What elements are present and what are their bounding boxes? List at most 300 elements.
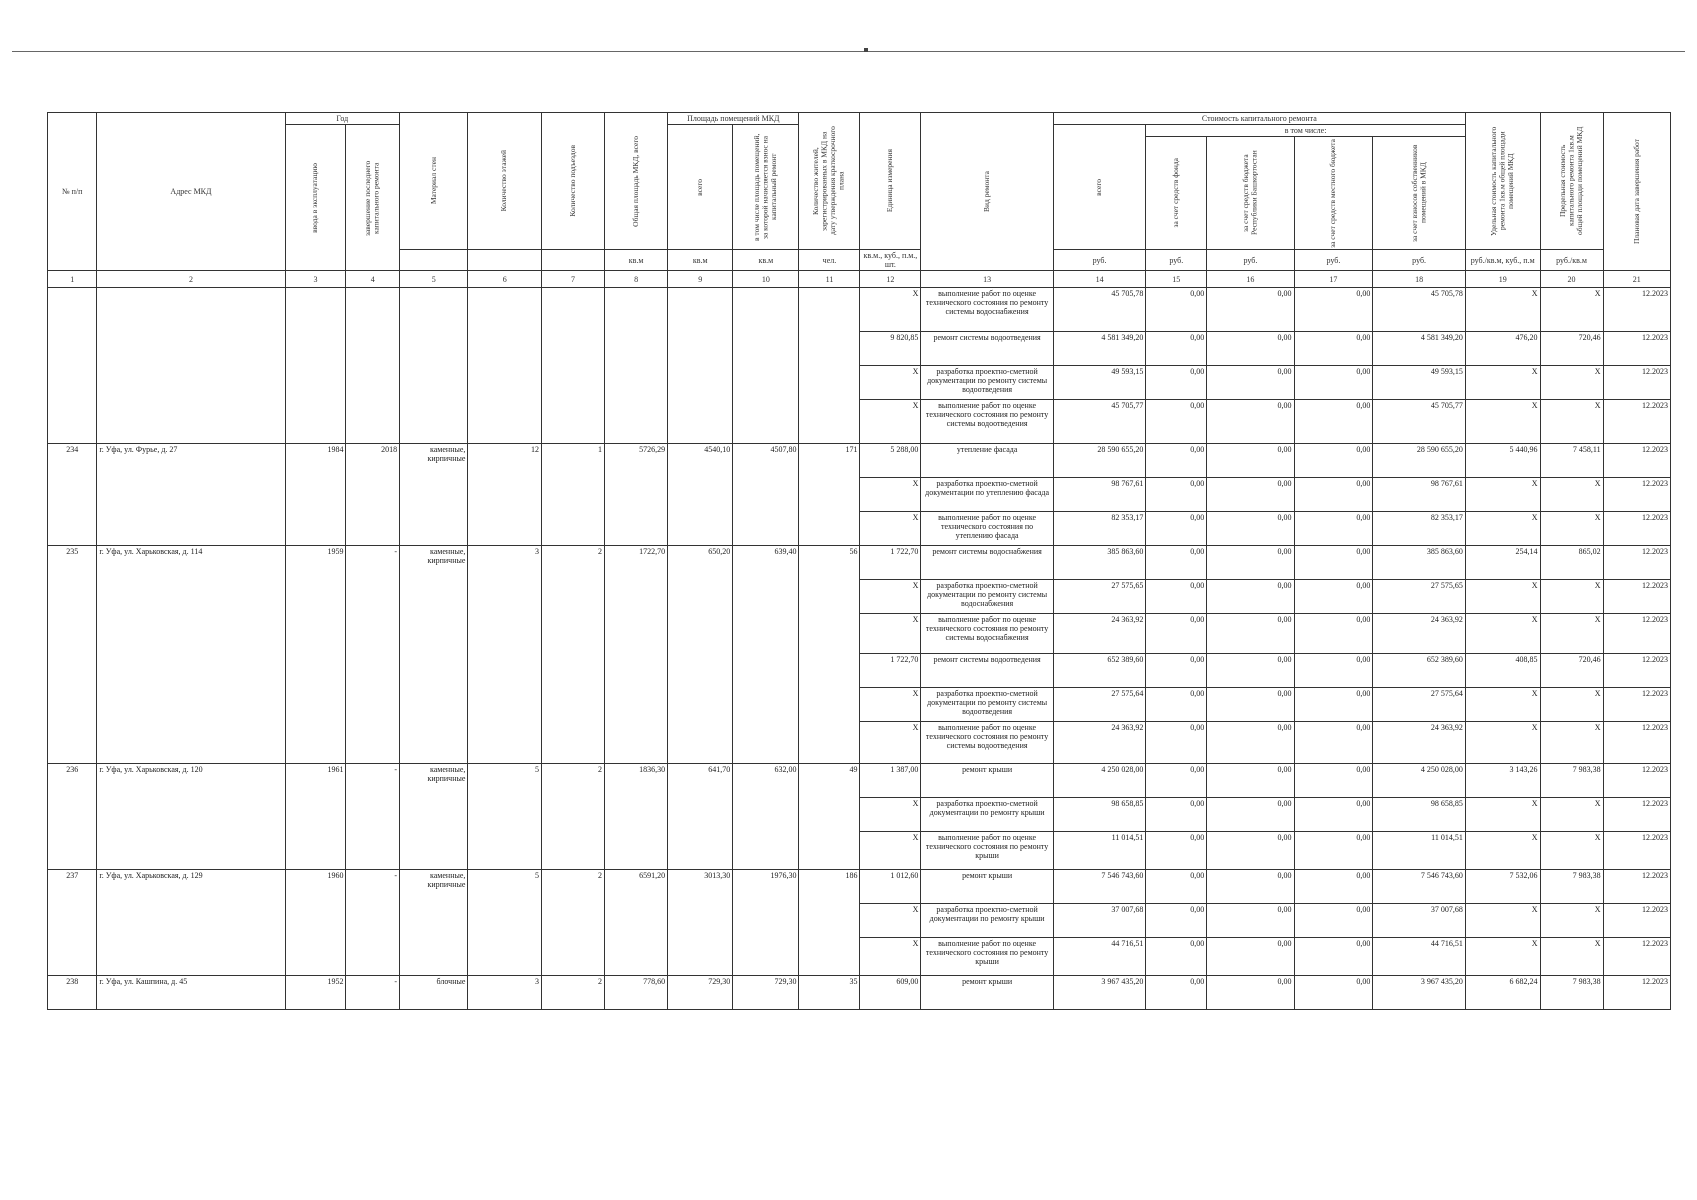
cell-uc: X [1465, 288, 1540, 332]
cell-work: выполнение работ по оценке технического состояния по ремонту системы водоснабжения [921, 288, 1053, 332]
cell-rb: 0,00 [1207, 870, 1294, 904]
cell-ow: 4 581 349,20 [1373, 332, 1466, 366]
hdr-floors [468, 113, 542, 250]
cell-pt [668, 654, 733, 688]
cell-lb: 0,00 [1294, 654, 1373, 688]
cell-f: 0,00 [1146, 870, 1207, 904]
cell-ow: 28 590 655,20 [1373, 444, 1466, 478]
cell-y1 [285, 904, 346, 938]
cell-y2: 2018 [346, 444, 400, 478]
cell-po [733, 580, 799, 614]
column-number: 5 [400, 271, 468, 288]
cell-y1 [285, 798, 346, 832]
cell-wall [400, 722, 468, 764]
cell-lb: 0,00 [1294, 764, 1373, 798]
cell-po [733, 332, 799, 366]
cell-ta [605, 400, 668, 444]
hdr-planned-date-text: Плановая дата завершения работ [1631, 138, 1641, 245]
cell-ta: 1836,30 [605, 764, 668, 798]
cell-y2 [346, 512, 400, 546]
cell-pt [668, 688, 733, 722]
cell-n [48, 722, 97, 764]
cell-res [799, 288, 860, 332]
cell-res [799, 400, 860, 444]
cell-lb: 0,00 [1294, 938, 1373, 976]
cell-ow: 7 546 743,60 [1373, 870, 1466, 904]
table-row [48, 976, 1671, 1010]
cell-wall: каменные, кирпичные [400, 444, 468, 478]
column-number: 7 [541, 271, 604, 288]
cell-en: 2 [541, 870, 604, 904]
cell-y2 [346, 904, 400, 938]
cell-po [733, 654, 799, 688]
cell-n [48, 580, 97, 614]
cell-en: 2 [541, 546, 604, 580]
cell-f: 0,00 [1146, 288, 1207, 332]
cell-en [541, 722, 604, 764]
cell-d: 12.2023 [1603, 654, 1670, 688]
table-row [48, 444, 1671, 478]
cell-uc: X [1465, 904, 1540, 938]
unit-wall [400, 250, 468, 271]
cell-ow: 44 716,51 [1373, 938, 1466, 976]
hdr-total-area-text: Общая площадь МКД, всего [630, 135, 640, 227]
cell-ow: 11 014,51 [1373, 832, 1466, 870]
cell-ta: 1722,70 [605, 546, 668, 580]
cell-y2 [346, 938, 400, 976]
cell-tot: 45 705,77 [1053, 400, 1145, 444]
cell-tot: 3 967 435,20 [1053, 976, 1145, 1010]
cell-n [48, 366, 97, 400]
cell-rb: 0,00 [1207, 904, 1294, 938]
table-row [48, 938, 1671, 976]
hdr-address: Адрес МКД [97, 113, 285, 271]
cell-f: 0,00 [1146, 546, 1207, 580]
cell-res [799, 332, 860, 366]
cell-po: 4507,80 [733, 444, 799, 478]
cell-f: 0,00 [1146, 654, 1207, 688]
table-row [48, 366, 1671, 400]
cell-ow: 37 007,68 [1373, 904, 1466, 938]
cell-wall [400, 654, 468, 688]
cell-y1 [285, 832, 346, 870]
cell-d: 12.2023 [1603, 798, 1670, 832]
hdr-prem-owned-text: в том числе площадь помещений, за которой начисляется взнос на капитальный ремонт [752, 133, 779, 241]
cell-addr: г. Уфа, ул. Харьковская, д. 129 [97, 870, 285, 904]
cell-addr [97, 478, 285, 512]
hdr-total-area [605, 113, 668, 250]
cell-mu: X [860, 904, 921, 938]
unit-residents: чел. [799, 250, 860, 271]
column-number: 4 [346, 271, 400, 288]
cell-ta: 778,60 [605, 976, 668, 1010]
cell-y1 [285, 512, 346, 546]
cell-po [733, 478, 799, 512]
cell-addr [97, 332, 285, 366]
cell-en [541, 400, 604, 444]
cell-rb: 0,00 [1207, 400, 1294, 444]
cell-work: утепление фасада [921, 444, 1053, 478]
cell-pt [668, 614, 733, 654]
cell-fl [468, 478, 542, 512]
hdr-planned-date [1603, 113, 1670, 271]
cell-d: 12.2023 [1603, 614, 1670, 654]
cell-en: 1 [541, 444, 604, 478]
cell-uc: X [1465, 798, 1540, 832]
cell-y2 [346, 400, 400, 444]
hdr-residents [799, 113, 860, 250]
cell-n [48, 654, 97, 688]
cell-mu: X [860, 832, 921, 870]
cell-mu: X [860, 688, 921, 722]
cell-uc: X [1465, 366, 1540, 400]
cell-n: 237 [48, 870, 97, 904]
cell-uc: 408,85 [1465, 654, 1540, 688]
cell-d: 12.2023 [1603, 832, 1670, 870]
table-body [48, 288, 1671, 1010]
cell-rb: 0,00 [1207, 288, 1294, 332]
cell-y1 [285, 688, 346, 722]
cell-work: выполнение работ по оценке технического состояния по ремонту крыши [921, 938, 1053, 976]
cell-y2 [346, 366, 400, 400]
column-number: 8 [605, 271, 668, 288]
cell-work: разработка проектно-сметной документации по ремонту системы водоотведения [921, 688, 1053, 722]
cell-wall [400, 288, 468, 332]
cell-f: 0,00 [1146, 444, 1207, 478]
unit-total-area: кв.м [605, 250, 668, 271]
cell-mc: X [1540, 512, 1603, 546]
cell-mc: 7 983,38 [1540, 976, 1603, 1010]
hdr-repair-type [921, 113, 1053, 271]
unit-cost-total: руб. [1053, 250, 1145, 271]
hdr-fund-text: за счет средств фонда [1171, 158, 1181, 228]
cell-y2 [346, 580, 400, 614]
cell-lb: 0,00 [1294, 614, 1373, 654]
hdr-prem-total [668, 125, 733, 250]
cell-tot: 98 658,85 [1053, 798, 1145, 832]
cell-lb: 0,00 [1294, 478, 1373, 512]
cell-res: 35 [799, 976, 860, 1010]
cell-po [733, 798, 799, 832]
cell-po [733, 938, 799, 976]
cell-tot: 98 767,61 [1053, 478, 1145, 512]
cell-lb: 0,00 [1294, 798, 1373, 832]
cell-lb: 0,00 [1294, 332, 1373, 366]
cell-addr [97, 798, 285, 832]
cell-mu: 609,00 [860, 976, 921, 1010]
hdr-year-repair [346, 125, 400, 271]
cell-ta [605, 288, 668, 332]
cell-y2 [346, 654, 400, 688]
cell-po [733, 400, 799, 444]
cell-y1 [285, 366, 346, 400]
cell-mu: X [860, 722, 921, 764]
cell-y2 [346, 688, 400, 722]
cell-wall [400, 580, 468, 614]
cell-en [541, 614, 604, 654]
cell-d: 12.2023 [1603, 938, 1670, 976]
unit-owners: руб. [1373, 250, 1466, 271]
cell-ta [605, 478, 668, 512]
table-row [48, 512, 1671, 546]
cell-y2: - [346, 870, 400, 904]
cell-po [733, 832, 799, 870]
cell-y1 [285, 654, 346, 688]
cell-lb: 0,00 [1294, 870, 1373, 904]
cell-mc: 720,46 [1540, 654, 1603, 688]
cell-d: 12.2023 [1603, 976, 1670, 1010]
cell-d: 12.2023 [1603, 444, 1670, 478]
table-row [48, 688, 1671, 722]
cell-res [799, 798, 860, 832]
cell-y1: 1961 [285, 764, 346, 798]
cell-res [799, 512, 860, 546]
cell-fl [468, 366, 542, 400]
cell-res: 171 [799, 444, 860, 478]
cell-rb: 0,00 [1207, 654, 1294, 688]
table-row [48, 580, 1671, 614]
cell-en [541, 580, 604, 614]
cell-ow: 24 363,92 [1373, 614, 1466, 654]
cell-mc: X [1540, 400, 1603, 444]
cell-pt: 3013,30 [668, 870, 733, 904]
cell-en [541, 332, 604, 366]
column-number: 1 [48, 271, 97, 288]
cell-po: 729,30 [733, 976, 799, 1010]
cell-uc: X [1465, 478, 1540, 512]
cell-lb: 0,00 [1294, 444, 1373, 478]
cell-uc: 476,20 [1465, 332, 1540, 366]
cell-n [48, 904, 97, 938]
cell-mc: X [1540, 478, 1603, 512]
cell-mu: X [860, 512, 921, 546]
cell-y1 [285, 938, 346, 976]
cell-mu: X [860, 798, 921, 832]
unit-local: руб. [1294, 250, 1373, 271]
cell-ta [605, 832, 668, 870]
cell-mu: X [860, 366, 921, 400]
cell-mu: X [860, 580, 921, 614]
cell-res: 186 [799, 870, 860, 904]
column-number: 2 [97, 271, 285, 288]
cell-uc: X [1465, 832, 1540, 870]
cell-ta [605, 904, 668, 938]
cell-y2 [346, 288, 400, 332]
column-number: 19 [1465, 271, 1540, 288]
cell-uc: 7 532,06 [1465, 870, 1540, 904]
cell-y1 [285, 288, 346, 332]
cell-mc: 7 983,38 [1540, 870, 1603, 904]
hdr-prem-owned [733, 125, 799, 250]
cell-wall [400, 688, 468, 722]
column-number-row [48, 271, 1671, 288]
unit-fund: руб. [1146, 250, 1207, 271]
column-number: 6 [468, 271, 542, 288]
cell-work: разработка проектно-сметной документации по ремонту системы водоснабжения [921, 580, 1053, 614]
unit-prem-total: кв.м [668, 250, 733, 271]
cell-ta: 5726,29 [605, 444, 668, 478]
cell-mu: 1 722,70 [860, 546, 921, 580]
cell-en [541, 832, 604, 870]
cell-po [733, 688, 799, 722]
cell-en [541, 478, 604, 512]
cell-addr [97, 688, 285, 722]
cell-po: 632,00 [733, 764, 799, 798]
hdr-republic [1207, 137, 1294, 250]
cell-n: 235 [48, 546, 97, 580]
cell-mc: 865,02 [1540, 546, 1603, 580]
hdr-cost-total-text: всего [1094, 178, 1104, 196]
cell-uc: X [1465, 688, 1540, 722]
cell-y1 [285, 478, 346, 512]
cell-work: ремонт крыши [921, 870, 1053, 904]
hdr-owners-text: за счет взносов собственников помещений в МКД [1409, 144, 1428, 242]
cell-y1 [285, 332, 346, 366]
page-top-rule [12, 51, 1685, 52]
cell-y2 [346, 832, 400, 870]
table-row [48, 870, 1671, 904]
cell-fl: 5 [468, 764, 542, 798]
hdr-max-cost [1540, 113, 1603, 250]
capital-repair-table [47, 112, 1671, 1010]
cell-po: 1976,30 [733, 870, 799, 904]
cell-en [541, 366, 604, 400]
cell-addr: г. Уфа, ул. Фурье, д. 27 [97, 444, 285, 478]
hdr-cost-total [1053, 125, 1145, 250]
cell-en [541, 654, 604, 688]
cell-ow: 4 250 028,00 [1373, 764, 1466, 798]
cell-en: 2 [541, 976, 604, 1010]
hdr-year-group: Год [285, 113, 400, 125]
cell-fl [468, 580, 542, 614]
cell-po [733, 288, 799, 332]
cell-tot: 45 705,78 [1053, 288, 1145, 332]
cell-res: 49 [799, 764, 860, 798]
cell-mc: 720,46 [1540, 332, 1603, 366]
cell-tot: 44 716,51 [1053, 938, 1145, 976]
cell-lb: 0,00 [1294, 904, 1373, 938]
cell-tot: 28 590 655,20 [1053, 444, 1145, 478]
cell-work: ремонт системы водоотведения [921, 332, 1053, 366]
cell-addr [97, 512, 285, 546]
hdr-cost-group: Стоимость капитального ремонта [1053, 113, 1465, 125]
cell-work: разработка проектно-сметной документации по ремонту крыши [921, 798, 1053, 832]
cell-pt [668, 722, 733, 764]
cell-fl [468, 332, 542, 366]
hdr-fund [1146, 137, 1207, 250]
cell-ow: 98 658,85 [1373, 798, 1466, 832]
cell-d: 12.2023 [1603, 870, 1670, 904]
cell-y2 [346, 722, 400, 764]
cell-wall: каменные, кирпичные [400, 546, 468, 580]
cell-y2 [346, 332, 400, 366]
cell-pt [668, 400, 733, 444]
cell-lb: 0,00 [1294, 288, 1373, 332]
cell-rb: 0,00 [1207, 366, 1294, 400]
unit-prem-owned: кв.м [733, 250, 799, 271]
cell-uc: 5 440,96 [1465, 444, 1540, 478]
cell-d: 12.2023 [1603, 400, 1670, 444]
cell-pt [668, 288, 733, 332]
cell-work: выполнение работ по оценке технического состояния по ремонту системы водоснабжения [921, 614, 1053, 654]
cell-res [799, 688, 860, 722]
cell-fl [468, 832, 542, 870]
hdr-incl: в том числе: [1146, 125, 1466, 137]
cell-y2 [346, 614, 400, 654]
cell-tot: 385 863,60 [1053, 546, 1145, 580]
cell-lb: 0,00 [1294, 546, 1373, 580]
cell-mc: X [1540, 366, 1603, 400]
cell-ow: 98 767,61 [1373, 478, 1466, 512]
cell-n [48, 832, 97, 870]
unit-republic: руб. [1207, 250, 1294, 271]
cell-pt [668, 798, 733, 832]
cell-addr [97, 580, 285, 614]
cell-d: 12.2023 [1603, 904, 1670, 938]
cell-pt: 641,70 [668, 764, 733, 798]
cell-fl: 3 [468, 546, 542, 580]
cell-work: ремонт крыши [921, 764, 1053, 798]
cell-work: разработка проектно-сметной документации по ремонту крыши [921, 904, 1053, 938]
cell-addr [97, 832, 285, 870]
cell-tot: 24 363,92 [1053, 614, 1145, 654]
cell-uc: X [1465, 614, 1540, 654]
cell-f: 0,00 [1146, 688, 1207, 722]
cell-wall [400, 332, 468, 366]
cell-mc: X [1540, 614, 1603, 654]
cell-y2: - [346, 764, 400, 798]
cell-mu: X [860, 400, 921, 444]
cell-lb: 0,00 [1294, 832, 1373, 870]
cell-work: разработка проектно-сметной документации по ремонту системы водоотведения [921, 366, 1053, 400]
column-number: 17 [1294, 271, 1373, 288]
cell-mu: 1 722,70 [860, 654, 921, 688]
cell-wall [400, 614, 468, 654]
cell-res [799, 580, 860, 614]
cell-mu: X [860, 938, 921, 976]
column-number: 11 [799, 271, 860, 288]
cell-mc: X [1540, 904, 1603, 938]
hdr-owners [1373, 137, 1466, 250]
cell-addr: г. Уфа, ул. Харьковская, д. 114 [97, 546, 285, 580]
cell-d: 12.2023 [1603, 512, 1670, 546]
cell-lb: 0,00 [1294, 512, 1373, 546]
cell-d: 12.2023 [1603, 688, 1670, 722]
hdr-wall [400, 113, 468, 250]
cell-ow: 27 575,64 [1373, 688, 1466, 722]
cell-d: 12.2023 [1603, 764, 1670, 798]
cell-addr [97, 938, 285, 976]
cell-fl [468, 904, 542, 938]
cell-ta [605, 938, 668, 976]
cell-d: 12.2023 [1603, 478, 1670, 512]
cell-f: 0,00 [1146, 722, 1207, 764]
cell-y2: - [346, 546, 400, 580]
cell-rb: 0,00 [1207, 546, 1294, 580]
hdr-year-repair-text: завершение последнего капитального ремонта [363, 159, 381, 236]
cell-tot: 37 007,68 [1053, 904, 1145, 938]
cell-pt: 4540,10 [668, 444, 733, 478]
cell-y1 [285, 400, 346, 444]
cell-pt [668, 332, 733, 366]
hdr-repair-type-text: Вид ремонта [981, 171, 991, 212]
cell-wall: блочные [400, 976, 468, 1010]
cell-y1 [285, 580, 346, 614]
table-row [48, 332, 1671, 366]
cell-mu: X [860, 614, 921, 654]
hdr-unit-cost-text: Удельная стоимость капитального ремонта 1кв.м общей площади помещений МКД [1488, 126, 1515, 236]
cell-mu: 1 012,60 [860, 870, 921, 904]
